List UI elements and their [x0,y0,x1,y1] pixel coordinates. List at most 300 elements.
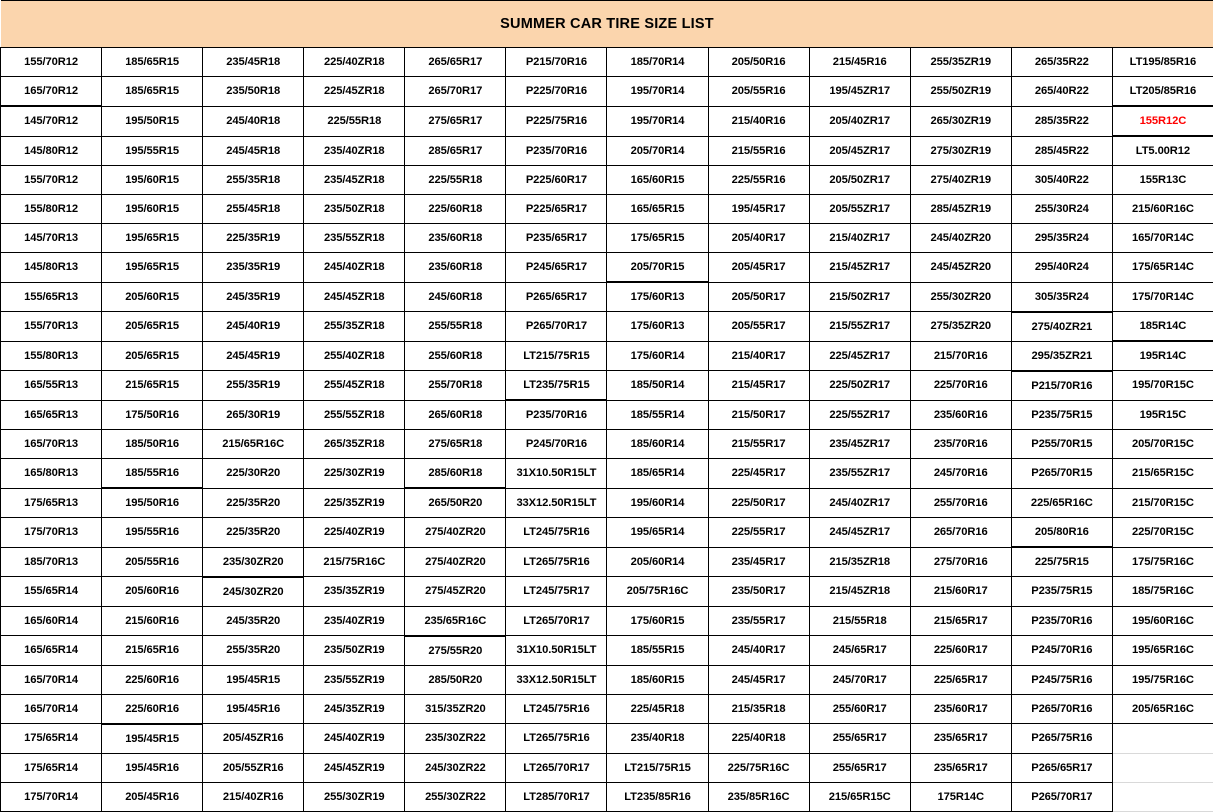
table-cell[interactable]: LT265/70R17 [506,606,607,636]
table-cell[interactable]: 255/50ZR19 [910,77,1011,107]
table-cell[interactable]: 205/60R16 [102,577,203,607]
table-cell[interactable]: 195/60R16C [1112,606,1213,636]
table-cell[interactable]: LT265/75R16 [506,724,607,754]
table-cell[interactable]: 195/45ZR17 [809,77,910,107]
table-cell[interactable]: P225/60R17 [506,166,607,195]
table-cell[interactable]: P215/70R16 [506,48,607,77]
table-cell[interactable]: 235/50R18 [203,77,304,107]
table-cell[interactable]: 185/55R14 [607,400,708,430]
table-cell[interactable]: 225/60R16 [102,694,203,724]
table-cell[interactable]: 245/45ZR20 [910,253,1011,283]
table-cell[interactable]: 175/60R13 [607,312,708,342]
table-cell[interactable]: 265/50R20 [405,488,506,518]
table-cell[interactable]: 195/70R14 [607,77,708,107]
table-cell[interactable]: 235/40ZR19 [304,606,405,636]
table-cell[interactable]: 225/35ZR19 [304,488,405,518]
table-cell[interactable]: 31X10.50R15LT [506,459,607,489]
table-cell[interactable]: 215/55R16 [708,136,809,166]
table-cell-empty[interactable] [1112,724,1213,754]
table-cell[interactable]: 245/40ZR20 [910,224,1011,253]
table-cell[interactable]: 245/70R17 [809,665,910,694]
table-cell[interactable]: 215/55R17 [708,430,809,459]
table-cell[interactable]: 215/55R18 [809,606,910,636]
table-cell[interactable]: 225/60R18 [405,195,506,224]
table-cell[interactable]: 245/30ZR20 [203,577,304,607]
table-cell[interactable]: LT5.00R12 [1112,136,1213,166]
table-cell[interactable]: 205/75R16C [607,577,708,607]
table-cell[interactable]: 215/60R17 [910,577,1011,607]
table-cell[interactable]: 205/40ZR17 [809,106,910,136]
table-cell[interactable]: 295/40R24 [1011,253,1112,283]
table-cell[interactable]: 155/70R12 [1,48,102,77]
table-cell[interactable]: 255/30ZR19 [304,782,405,811]
table-cell-empty[interactable] [1112,753,1213,782]
table-cell[interactable]: 195/60R15 [102,166,203,195]
table-cell[interactable]: 235/30ZR22 [405,724,506,754]
table-cell[interactable]: 175/65R15 [607,224,708,253]
table-cell[interactable]: 175/75R16C [1112,547,1213,577]
table-cell[interactable]: LT215/75R15 [506,341,607,371]
table-cell[interactable]: 175R14C [910,782,1011,811]
table-cell[interactable]: 265/40R22 [1011,77,1112,107]
table-cell[interactable]: 235/55R17 [708,606,809,636]
table-cell[interactable]: 145/70R13 [1,224,102,253]
table-cell[interactable]: LT205/85R16 [1112,77,1213,107]
table-cell[interactable]: 155/80R13 [1,341,102,371]
table-cell[interactable]: 225/45R17 [708,459,809,489]
table-cell[interactable]: 215/65R17 [910,606,1011,636]
table-cell[interactable]: 225/35R19 [203,224,304,253]
table-cell[interactable]: 275/30ZR19 [910,136,1011,166]
table-cell[interactable]: LT235/75R15 [506,371,607,401]
table-cell[interactable]: P235/75R15 [1011,577,1112,607]
table-cell[interactable]: 275/40ZR19 [910,166,1011,195]
table-cell[interactable]: 195/45R15 [203,665,304,694]
table-cell[interactable]: 225/70R16 [910,371,1011,401]
table-cell[interactable]: 205/70R14 [607,136,708,166]
table-cell[interactable]: 235/55ZR19 [304,665,405,694]
table-cell[interactable]: 185R14C [1112,312,1213,342]
table-cell[interactable]: 245/35R20 [203,606,304,636]
table-cell[interactable]: 225/45ZR17 [809,341,910,371]
table-cell[interactable]: LT265/70R17 [506,753,607,782]
table-cell[interactable]: 215/45R17 [708,371,809,401]
table-cell[interactable]: 195/65R15 [102,224,203,253]
table-cell[interactable]: 295/35ZR21 [1011,341,1112,371]
table-cell[interactable]: 215/65R16 [102,636,203,666]
table-cell[interactable]: 215/65R15C [809,782,910,811]
table-cell[interactable]: 225/75R16C [708,753,809,782]
table-cell[interactable]: 245/40R18 [203,106,304,136]
table-cell[interactable]: 175/65R14 [1,724,102,754]
table-cell[interactable]: 155R13C [1112,166,1213,195]
table-cell[interactable]: 215/45ZR17 [809,253,910,283]
table-cell[interactable]: 165/65R15 [607,195,708,224]
table-cell[interactable]: 245/40R17 [708,636,809,666]
table-cell[interactable]: LT285/70R17 [506,782,607,811]
table-cell[interactable]: 185/60R15 [607,665,708,694]
table-cell[interactable]: 245/40R19 [203,312,304,342]
table-cell[interactable]: 195/45R15 [102,724,203,754]
table-cell[interactable]: 205/50ZR17 [809,166,910,195]
table-cell[interactable]: 215/70R16 [910,341,1011,371]
table-cell[interactable]: 235/45ZR18 [304,166,405,195]
table-cell[interactable]: 155/70R13 [1,312,102,342]
table-cell[interactable]: 255/35R20 [203,636,304,666]
table-cell[interactable]: 235/70R16 [910,430,1011,459]
table-cell[interactable]: 195/55R16 [102,518,203,548]
table-cell[interactable]: 215/55ZR17 [809,312,910,342]
table-cell[interactable]: 155R12C [1112,106,1213,136]
table-cell[interactable]: 235/45ZR17 [809,430,910,459]
table-cell[interactable]: 215/65R16C [203,430,304,459]
table-cell[interactable]: 255/45R18 [203,195,304,224]
table-cell[interactable]: 235/55ZR17 [809,459,910,489]
table-cell[interactable]: P265/70R15 [1011,459,1112,489]
table-cell[interactable]: 185/50R14 [607,371,708,401]
table-cell[interactable]: 175/65R14C [1112,253,1213,283]
table-cell[interactable]: 185/50R16 [102,430,203,459]
table-cell[interactable]: 235/60R18 [405,253,506,283]
table-cell[interactable]: P235/65R17 [506,224,607,253]
table-cell[interactable]: 195/70R14 [607,106,708,136]
table-cell[interactable]: 225/35R20 [203,488,304,518]
table-cell[interactable]: 195/60R15 [102,195,203,224]
table-cell[interactable]: 195/50R15 [102,106,203,136]
table-cell[interactable]: P225/70R16 [506,77,607,107]
table-cell[interactable]: 225/55R18 [405,166,506,195]
table-cell[interactable]: 155/65R14 [1,577,102,607]
table-cell[interactable]: 185/65R15 [102,77,203,107]
table-cell[interactable]: 285/45ZR19 [910,195,1011,224]
table-cell[interactable]: 275/70R16 [910,547,1011,577]
table-cell[interactable]: 195/60R14 [607,488,708,518]
table-cell[interactable]: 255/35ZR18 [304,312,405,342]
table-cell[interactable]: P215/70R16 [1011,371,1112,401]
table-cell[interactable]: 255/70R16 [910,488,1011,518]
table-cell[interactable]: 165/60R15 [607,166,708,195]
table-cell[interactable]: 205/55R17 [708,312,809,342]
table-cell[interactable]: 185/70R14 [607,48,708,77]
table-cell[interactable]: 215/40R17 [708,341,809,371]
table-cell[interactable]: P225/65R17 [506,195,607,224]
table-cell[interactable]: 235/30ZR20 [203,547,304,577]
table-cell[interactable]: P265/70R16 [1011,694,1112,724]
table-cell[interactable]: 185/65R15 [102,48,203,77]
table-cell[interactable]: 215/45ZR18 [809,577,910,607]
table-cell[interactable]: P235/75R15 [1011,400,1112,430]
table-cell[interactable]: 245/40ZR19 [304,724,405,754]
table-cell[interactable]: P265/75R16 [1011,724,1112,754]
table-cell[interactable]: 225/40ZR19 [304,518,405,548]
table-cell[interactable]: 195/45R16 [102,753,203,782]
table-cell[interactable]: P235/70R16 [506,400,607,430]
table-cell[interactable]: 265/35R22 [1011,48,1112,77]
table-cell[interactable]: 255/30ZR22 [405,782,506,811]
table-cell[interactable]: 195R14C [1112,341,1213,371]
table-cell[interactable]: 205/45ZR16 [203,724,304,754]
table-cell[interactable]: 205/65R15 [102,312,203,342]
table-cell[interactable]: 225/40ZR18 [304,48,405,77]
table-cell[interactable]: 205/40R17 [708,224,809,253]
table-cell[interactable]: 255/70R18 [405,371,506,401]
table-cell[interactable]: 225/45R18 [607,694,708,724]
table-cell[interactable]: 215/65R15 [102,371,203,401]
table-cell[interactable]: 185/65R14 [607,459,708,489]
table-cell[interactable]: 295/35R24 [1011,224,1112,253]
table-cell[interactable]: 255/65R17 [809,753,910,782]
table-cell[interactable]: 235/60R17 [910,694,1011,724]
table-cell[interactable]: 225/75R15 [1011,547,1112,577]
table-cell[interactable]: 235/65R17 [910,753,1011,782]
table-cell[interactable]: 205/55ZR16 [203,753,304,782]
table-cell[interactable]: 145/80R12 [1,136,102,166]
table-cell[interactable]: 255/55ZR18 [304,400,405,430]
table-cell[interactable]: 195/65R16C [1112,636,1213,666]
table-cell[interactable]: 215/40ZR17 [809,224,910,253]
table-cell[interactable]: 255/30ZR20 [910,282,1011,312]
table-cell[interactable]: 215/45R16 [809,48,910,77]
table-cell[interactable]: 235/40R18 [607,724,708,754]
table-cell[interactable]: 225/55R16 [708,166,809,195]
table-cell[interactable]: 305/35R24 [1011,282,1112,312]
table-cell[interactable]: P245/70R16 [1011,636,1112,666]
table-cell[interactable]: 235/50ZR19 [304,636,405,666]
table-cell[interactable]: LT245/75R16 [506,518,607,548]
table-cell[interactable]: 235/50R17 [708,577,809,607]
table-cell[interactable]: 165/55R13 [1,371,102,401]
table-cell[interactable]: LT235/85R16 [607,782,708,811]
table-cell[interactable]: 255/60R17 [809,694,910,724]
table-cell[interactable]: 235/35ZR19 [304,577,405,607]
table-cell[interactable]: P265/65R17 [506,282,607,312]
table-cell[interactable]: 205/70R15C [1112,430,1213,459]
table-cell[interactable]: 195/65R15 [102,253,203,283]
table-cell[interactable]: 145/80R13 [1,253,102,283]
table-cell[interactable]: 205/45R17 [708,253,809,283]
table-cell[interactable]: 255/35R18 [203,166,304,195]
table-cell[interactable]: 275/40ZR21 [1011,312,1112,342]
table-cell[interactable]: 195/45R17 [708,195,809,224]
table-cell[interactable]: 285/60R18 [405,459,506,489]
table-cell[interactable]: 205/45R16 [102,782,203,811]
table-cell[interactable]: 245/45ZR19 [304,753,405,782]
table-cell[interactable]: 225/60R16 [102,665,203,694]
table-cell[interactable]: 195/75R16C [1112,665,1213,694]
table-cell[interactable]: 165/70R14 [1,665,102,694]
table-cell[interactable]: 165/70R13 [1,430,102,459]
table-cell[interactable]: 215/35R18 [708,694,809,724]
table-cell[interactable]: 225/35R20 [203,518,304,548]
table-cell[interactable]: 205/80R16 [1011,518,1112,548]
table-cell[interactable]: 175/65R13 [1,488,102,518]
table-cell[interactable]: P245/75R16 [1011,665,1112,694]
table-cell[interactable]: 255/40ZR18 [304,341,405,371]
table-cell[interactable]: 205/55ZR17 [809,195,910,224]
table-cell[interactable]: 155/80R12 [1,195,102,224]
table-cell[interactable]: 195/70R15C [1112,371,1213,401]
table-cell[interactable]: 175/60R13 [607,282,708,312]
table-cell[interactable]: 205/70R15 [607,253,708,283]
table-cell[interactable]: 275/65R17 [405,106,506,136]
table-cell[interactable]: LT245/75R17 [506,577,607,607]
table-cell[interactable]: 225/45ZR18 [304,77,405,107]
table-cell[interactable]: 215/40ZR16 [203,782,304,811]
table-cell[interactable]: 225/55R17 [708,518,809,548]
table-cell[interactable]: 215/40R16 [708,106,809,136]
table-cell[interactable]: 225/60R17 [910,636,1011,666]
table-cell[interactable]: 205/50R17 [708,282,809,312]
table-cell[interactable]: 235/55ZR18 [304,224,405,253]
table-cell[interactable]: 285/65R17 [405,136,506,166]
table-cell[interactable]: 235/35R19 [203,253,304,283]
table-cell[interactable]: 205/65R16C [1112,694,1213,724]
table-cell[interactable]: 275/40ZR20 [405,518,506,548]
table-cell[interactable]: 175/60R14 [607,341,708,371]
table-cell[interactable]: 235/45R17 [708,547,809,577]
table-cell-empty[interactable] [1112,782,1213,811]
table-cell[interactable]: 205/60R15 [102,282,203,312]
table-cell[interactable]: 175/50R16 [102,400,203,430]
table-cell[interactable]: 305/40R22 [1011,166,1112,195]
table-cell[interactable]: 265/30R19 [203,400,304,430]
table-cell[interactable]: 215/75R16C [304,547,405,577]
table-cell[interactable]: 225/70R15C [1112,518,1213,548]
table-cell[interactable]: 245/35R19 [203,282,304,312]
table-cell[interactable]: P265/70R17 [1011,782,1112,811]
table-cell[interactable]: 245/45R19 [203,341,304,371]
table-cell[interactable]: 215/35ZR18 [809,547,910,577]
table-cell[interactable]: 235/60R18 [405,224,506,253]
table-cell[interactable]: 245/30ZR22 [405,753,506,782]
table-cell[interactable]: 215/50R17 [708,400,809,430]
table-cell[interactable]: 265/70R16 [910,518,1011,548]
table-cell[interactable]: 285/50R20 [405,665,506,694]
table-cell[interactable]: 275/45ZR20 [405,577,506,607]
table-cell[interactable]: 225/30R20 [203,459,304,489]
table-cell[interactable]: 235/50ZR18 [304,195,405,224]
table-cell[interactable]: 165/70R14 [1,694,102,724]
table-cell[interactable]: 175/70R14 [1,782,102,811]
table-cell[interactable]: 285/35R22 [1011,106,1112,136]
table-cell[interactable]: 225/65R17 [910,665,1011,694]
table-cell[interactable]: 185/55R15 [607,636,708,666]
table-cell[interactable]: 245/45ZR18 [304,282,405,312]
table-cell[interactable]: 175/70R13 [1,518,102,548]
table-cell[interactable]: P235/70R16 [1011,606,1112,636]
table-cell[interactable]: 255/35R19 [203,371,304,401]
table-cell[interactable]: 215/65R15C [1112,459,1213,489]
table-cell[interactable]: 245/40ZR18 [304,253,405,283]
table-cell[interactable]: 275/55R20 [405,636,506,666]
table-cell[interactable]: 165/80R13 [1,459,102,489]
table-cell[interactable]: 185/75R16C [1112,577,1213,607]
table-cell[interactable]: 155/65R13 [1,282,102,312]
table-cell[interactable]: 235/45R18 [203,48,304,77]
table-cell[interactable]: 265/35ZR18 [304,430,405,459]
table-cell[interactable]: 225/55ZR17 [809,400,910,430]
table-cell[interactable]: 275/35ZR20 [910,312,1011,342]
table-cell[interactable]: 235/65R16C [405,606,506,636]
table-cell[interactable]: 265/65R17 [405,48,506,77]
table-cell[interactable]: 195R15C [1112,400,1213,430]
table-cell[interactable]: 195/50R16 [102,488,203,518]
table-cell[interactable]: 245/60R18 [405,282,506,312]
table-cell[interactable]: LT265/75R16 [506,547,607,577]
table-cell[interactable]: 145/70R12 [1,106,102,136]
table-cell[interactable]: 215/70R15C [1112,488,1213,518]
table-cell[interactable]: 175/65R14 [1,753,102,782]
table-cell[interactable]: 195/65R14 [607,518,708,548]
table-cell[interactable]: 225/40R18 [708,724,809,754]
table-cell[interactable]: 33X12.50R15LT [506,665,607,694]
table-cell[interactable]: 175/70R14C [1112,282,1213,312]
table-cell[interactable]: 155/70R12 [1,166,102,195]
table-cell[interactable]: 245/70R16 [910,459,1011,489]
table-cell[interactable]: 265/70R17 [405,77,506,107]
table-cell[interactable]: 255/65R17 [809,724,910,754]
table-cell[interactable]: 195/45R16 [203,694,304,724]
table-cell[interactable]: 315/35ZR20 [405,694,506,724]
table-cell[interactable]: 235/65R17 [910,724,1011,754]
table-cell[interactable]: 255/55R18 [405,312,506,342]
table-cell[interactable]: 235/85R16C [708,782,809,811]
table-cell[interactable]: 165/70R14C [1112,224,1213,253]
table-cell[interactable]: 225/30ZR19 [304,459,405,489]
table-cell[interactable]: 205/60R14 [607,547,708,577]
table-cell[interactable]: 205/55R16 [708,77,809,107]
table-cell[interactable]: 255/45ZR18 [304,371,405,401]
table-cell[interactable]: 205/55R16 [102,547,203,577]
table-cell[interactable]: 195/55R15 [102,136,203,166]
table-cell[interactable]: 275/65R18 [405,430,506,459]
table-cell[interactable]: 205/65R15 [102,341,203,371]
table-cell[interactable]: 255/60R18 [405,341,506,371]
table-cell[interactable]: 215/60R16 [102,606,203,636]
table-cell[interactable]: 235/40ZR18 [304,136,405,166]
table-cell[interactable]: 265/60R18 [405,400,506,430]
table-cell[interactable]: 225/55R18 [304,106,405,136]
table-cell[interactable]: P265/70R17 [506,312,607,342]
table-cell[interactable]: 275/40ZR20 [405,547,506,577]
table-cell[interactable]: 33X12.50R15LT [506,488,607,518]
table-cell[interactable]: 185/70R13 [1,547,102,577]
table-cell[interactable]: 265/30ZR19 [910,106,1011,136]
table-cell[interactable]: 215/60R16C [1112,195,1213,224]
table-cell[interactable]: 205/45ZR17 [809,136,910,166]
table-cell[interactable]: 245/45R17 [708,665,809,694]
table-cell[interactable]: 245/45R18 [203,136,304,166]
table-cell[interactable]: 225/65R16C [1011,488,1112,518]
table-cell[interactable]: 165/70R12 [1,77,102,107]
table-cell[interactable]: 225/50R17 [708,488,809,518]
table-cell[interactable]: P245/65R17 [506,253,607,283]
table-cell[interactable]: 165/60R14 [1,606,102,636]
table-cell[interactable]: 245/45ZR17 [809,518,910,548]
table-cell[interactable]: 255/35ZR19 [910,48,1011,77]
table-cell[interactable]: 185/60R14 [607,430,708,459]
table-cell[interactable]: P265/65R17 [1011,753,1112,782]
table-cell[interactable]: 255/30R24 [1011,195,1112,224]
table-cell[interactable]: P225/75R16 [506,106,607,136]
table-cell[interactable]: 175/60R15 [607,606,708,636]
table-cell[interactable]: 245/35ZR19 [304,694,405,724]
table-cell[interactable]: 285/45R22 [1011,136,1112,166]
table-cell[interactable]: LT195/85R16 [1112,48,1213,77]
table-cell[interactable]: P255/70R15 [1011,430,1112,459]
table-cell[interactable]: 225/50ZR17 [809,371,910,401]
table-cell[interactable]: 215/50ZR17 [809,282,910,312]
